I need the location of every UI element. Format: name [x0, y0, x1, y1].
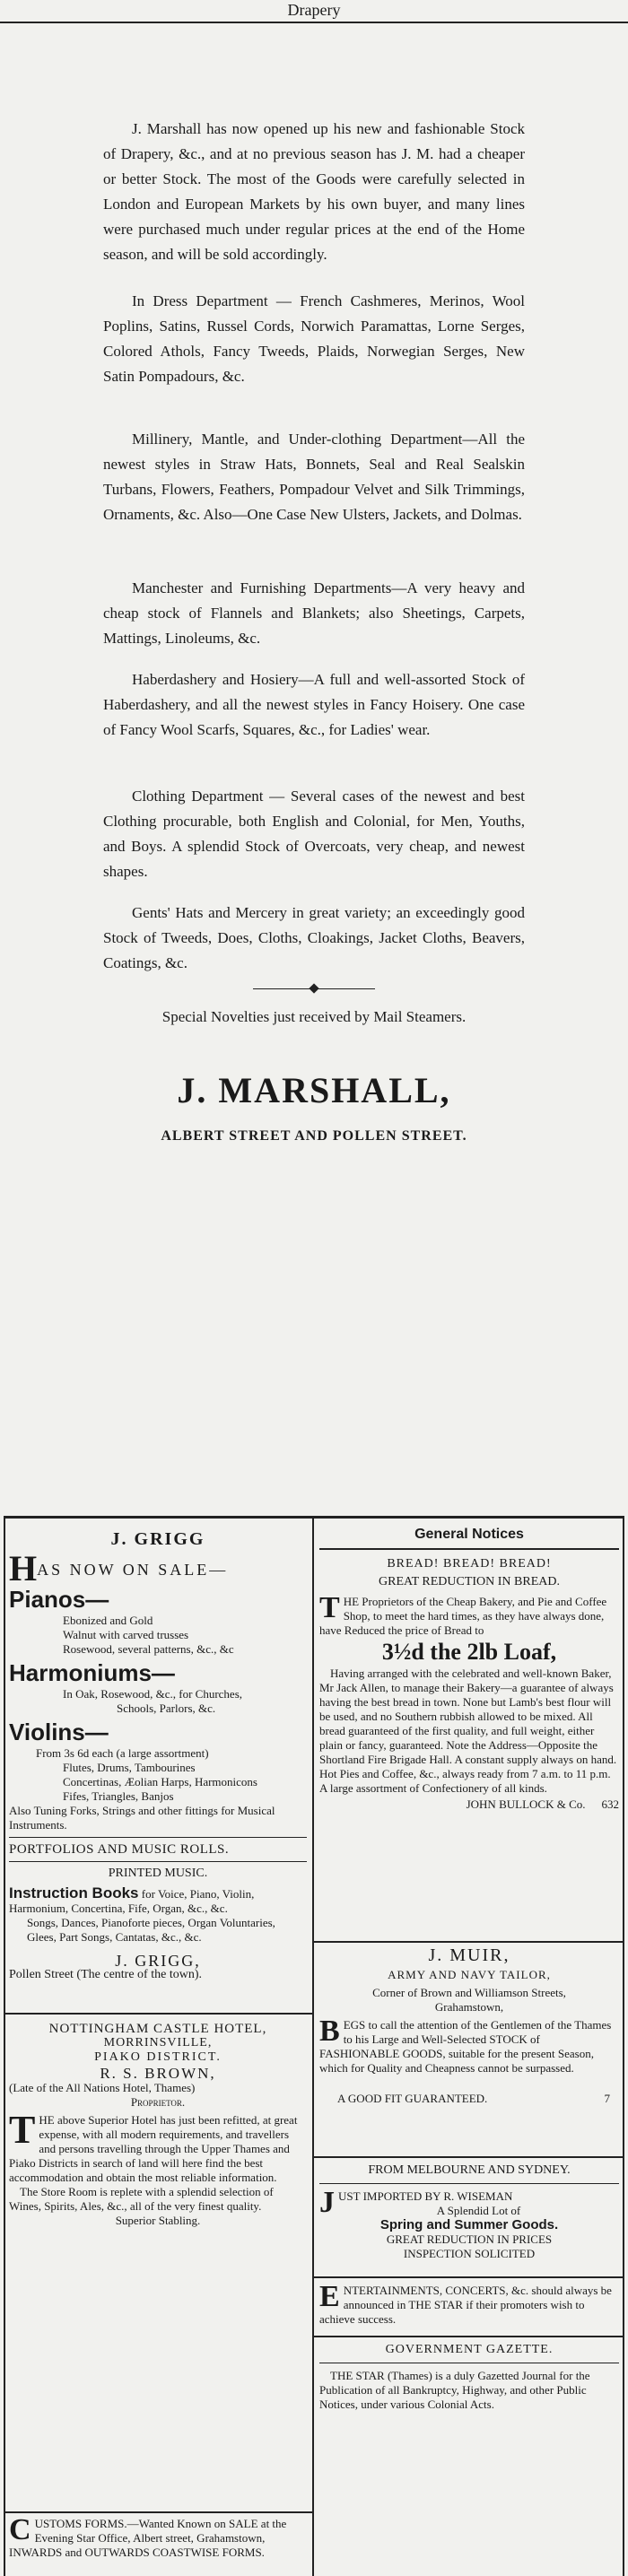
muir-body-text: EGS to call the attention of the Gentlemen of the Thames to his Large and Well-Selected STOCK of FASHIONABLE GOODS, suitable for the present Season, which for Quality and Cheapness cannot be surpassed. [319, 2018, 612, 2075]
violins-fittings: Also Tuning Forks, Strings and other fittings for Musical Instruments. [9, 1804, 275, 1832]
grigg-sale-rest: AS NOW ON SALE— [37, 1561, 229, 1579]
hotel-store: The Store Room is replete with a splendid selection of Wines, Spirits, Ales, &c., all of the very finest quality. [9, 2185, 274, 2213]
gazette-text: THE STAR (Thames) is a duly Gazetted Journal for the Publication of all Bankruptcy, Highway, and other Public Notices, under various Colonial Acts. [319, 2369, 590, 2411]
wiseman-inspection: INSPECTION SOLICITED [403, 2247, 536, 2260]
grigg-footer-address: Pollen Street (The centre of the town). [9, 1968, 202, 1981]
wiseman-dropcap: J [319, 2186, 335, 2219]
wiseman-line1-text: UST IMPORTED BY R. WISEMAN [338, 2189, 513, 2203]
gazette-ad [319, 2343, 619, 2412]
customs-dropcap: C [9, 2513, 31, 2546]
violins-line: Flutes, Drums, Tambourines [63, 1761, 196, 1774]
muir-ad-number: 7 [604, 2092, 610, 2105]
grigg-ad [9, 1527, 307, 1982]
general-notices-heading: General Notices [414, 1527, 524, 1542]
pianos-list [9, 1614, 307, 1657]
right-col-rule [314, 2156, 623, 2158]
entertainments-ad [319, 2280, 619, 2327]
instruction-books-label: Instruction Books [9, 1884, 139, 1902]
marshall-haberdashery: Haberdashery and Hosiery—A full and well-assorted Stock of Haberdashery, and all the newest styles in Fancy Hoisery. One case of Fancy Wool Scarfs, Squares, &c., for Ladies' wear. [103, 671, 525, 738]
page-title: Drapery [287, 1, 341, 19]
violins-line: From 3s 6d each (a large assortment) [36, 1746, 209, 1760]
right-border-rule [623, 1516, 624, 2576]
muir-trade: ARMY AND NAVY TAILOR, [388, 1968, 551, 1981]
right-col-rule [314, 2276, 623, 2278]
gazette-heading: GOVERNMENT GAZETTE. [385, 2343, 554, 2356]
marshall-address: ALBERT STREET AND POLLEN STREET. [161, 1128, 467, 1144]
hotel-proprietor: R. S. BROWN, [100, 2065, 216, 2082]
hotel-late: (Late of the All Nations Hotel, Thames) [9, 2081, 196, 2094]
violins-line: Fifes, Triangles, Banjos [63, 1789, 174, 1803]
harmoniums-list [9, 1687, 307, 1716]
bread-ad-number: 632 [601, 1797, 619, 1811]
bread-para2: Having arranged with the celebrated and well-known Baker, Mr Jack Allen, to manage their Bakery—a guarantee of always having the best bread in town. None but Lamb's best flour will be used, and no Southern rubbish allowed to be mixed. All bread guaranteed of the first quality, and full weight, either plain or fancy, guaranteed. Note the Address—Opposite the Shortland Fire Brigade Hall. A constant supply always on hand. Hot Pies and Coffee, &c., always ready from 7 a.m. to 11 p.m. A large assortment of Confectionery of all kinds. [319, 1667, 617, 1795]
heading-rule [319, 1548, 619, 1550]
right-col-rule [314, 2336, 623, 2337]
violins-list [9, 1746, 307, 1804]
customs-ad [9, 2513, 307, 2560]
hotel-dropcap: T [9, 2108, 36, 2152]
wiseman-goods: Spring and Summer Goods. [379, 2217, 559, 2232]
bread-signature: JOHN BULLOCK & Co. [466, 1797, 586, 1811]
left-col-rule [5, 2013, 312, 2015]
bread-para1-text: HE Proprietors of the Cheap Bakery, and Pie and Coffee Shop, to meet the hard times, as they have always done, have Reduced the price of Bread to [319, 1595, 607, 1637]
marshall-manchester: Manchester and Furnishing Departments—A very heavy and cheap stock of Flannels and Blankets; also Sheetings, Carpets, Mattings, Linoleums, &c. [103, 579, 525, 647]
loaf-price: 3½d the 2lb Loaf, [381, 1639, 557, 1665]
grigg-sale-cap: H [9, 1548, 38, 1588]
pianos-line: Rosewood, several patterns, &c., &c [63, 1642, 234, 1656]
printed-music-heading: PRINTED MUSIC. [108, 1867, 208, 1880]
pianos-heading: Pianos— [9, 1586, 109, 1613]
muir-fit: A GOOD FIT GUARANTEED. [337, 2092, 488, 2105]
marshall-novelties: Special Novelties just received by Mail Steamers. [161, 1008, 467, 1025]
hotel-body-text: HE above Superior Hotel has just been refitted, at great expense, with all modern requirements, and travellers and persons travelling through the Upper Thames and Piako Districts in search of land will here find the best accommodation and obtain the most reliable information. [9, 2113, 298, 2184]
grigg-rule [9, 1861, 307, 1862]
muir-name: J. MUIR, [428, 1945, 510, 1965]
marshall-name: J. MARSHALL, [177, 1070, 451, 1110]
diamond-ornament-icon [309, 983, 318, 993]
entertainments-dropcap: E [319, 2280, 340, 2313]
left-border-rule [4, 1516, 5, 2576]
violins-heading: Violins— [9, 1719, 109, 1745]
wiseman-rule [319, 2183, 619, 2184]
marshall-intro: J. Marshall has now opened up his new and fashionable Stock of Drapery, &c., and at no previous season has J. M. had a cheaper or better Stock. The most of the Goods were carefully selected in London and European Markets by his own buyer, and many lines were purchased much under regular prices at the end of the Home season, and will be sold accordingly. [103, 120, 525, 263]
bread-signature-line [319, 1797, 619, 1812]
pianos-line: Walnut with carved trusses [63, 1628, 189, 1641]
left-col-rule [5, 2511, 312, 2513]
muir-corner: Corner of Brown and Williamson Streets, [372, 1986, 566, 1999]
right-col-rule [314, 1941, 623, 1943]
muir-dropcap: B [319, 2015, 340, 2048]
muir-ad [319, 1945, 619, 2106]
harmoniums-line: In Oak, Rosewood, &c., for Churches, [63, 1687, 243, 1701]
hotel-town: MORRINSVILLE, [103, 2036, 213, 2049]
harmoniums-heading: Harmoniums— [9, 1659, 175, 1686]
grigg-name: J. GRIGG [110, 1529, 205, 1549]
nottingham-ad [9, 2022, 307, 2228]
wiseman-ad [319, 2163, 619, 2261]
hotel-district: PIAKO DISTRICT. [94, 2050, 222, 2064]
bread-title: BREAD! BREAD! BREAD! [387, 1557, 552, 1571]
instruction-line [9, 1886, 307, 1916]
hotel-stabling: Superior Stabling. [115, 2214, 201, 2227]
grigg-footer-name: J. GRIGG, [115, 1952, 201, 1970]
bread-para1 [319, 1591, 619, 1638]
marshall-clothing: Clothing Department — Several cases of the newest and best Clothing procurable, both English and Colonial, for Men, Youths, and Boys. A splendid Stock of Overcoats, very cheap, and newest shapes. [103, 788, 525, 880]
grigg-sale-line [9, 1548, 307, 1588]
hotel-role: Proprietor. [130, 2095, 186, 2109]
wiseman-heading: FROM MELBOURNE AND SYDNEY. [368, 2163, 571, 2177]
hotel-body [9, 2108, 307, 2185]
portfolios-line: PORTFOLIOS AND MUSIC ROLLS. [9, 1842, 230, 1857]
songs-line: Songs, Dances, Pianoforte pieces, Organ Voluntaries, Glees, Part Songs, Cantatas, &c., &c. [27, 1916, 275, 1944]
entertainments-text: NTERTAINMENTS, CONCERTS, &c. should always be announced in THE STAR if their promoters wish to achieve success. [319, 2284, 612, 2326]
pianos-line: Ebonized and Gold [63, 1614, 153, 1627]
instruction-books-text: for Voice, Piano, Violin, Harmonium, Concertina, Fife, Organ, &c., &c. [9, 1887, 255, 1915]
marshall-gents: Gents' Hats and Mercery in great variety; an exceedingly good Stock of Tweeds, Does, Cloths, Cloakings, Jacket Cloths, Beavers, Coatings, &c. [103, 904, 525, 971]
violins-line: Concertinas, Æolian Harps, Harmonicons [63, 1775, 257, 1788]
customs-text: USTOMS FORMS.—Wanted Known on SALE at the Evening Star Office, Albert street, Grahamstown, INWARDS and OUTWARDS COASTWISE FORMS. [9, 2517, 287, 2559]
bread-subtitle: GREAT REDUCTION IN BREAD. [379, 1575, 560, 1588]
marshall-millinery: Millinery, Mantle, and Under-clothing Department—All the newest styles in Straw Hats, Bonnets, Seal and Real Sealskin Turbans, Flowers, Feathers, Pompadour Velvet and Silk Trimmings, Ornaments, &c. Also—One Case New Ulsters, Jackets, and Dolmas. [103, 431, 525, 523]
bread-dropcap: T [319, 1591, 340, 1624]
page-header [0, 0, 628, 23]
harmoniums-line: Schools, Parlors, &c. [117, 1701, 216, 1715]
hotel-title: NOTTINGHAM CASTLE HOTEL, [48, 2022, 267, 2036]
grigg-rule [9, 1837, 307, 1838]
wiseman-reduction: GREAT REDUCTION IN PRICES [386, 2232, 553, 2246]
muir-town: Grahamstown, [434, 2000, 504, 2014]
muir-fit-line [319, 2092, 619, 2106]
section-top-rule [4, 1516, 624, 1519]
column-divider-rule [312, 1516, 314, 2576]
general-notices [319, 1525, 619, 1812]
marshall-dress: In Dress Department — French Cashmeres, Merinos, Wool Poplins, Satins, Russel Cords, Norwich Paramattas, Lorne Serges, Colored Athols, Fancy Tweeds, Plaids, Norwegian Serges, New Satin Pompadours, &c. [103, 292, 525, 385]
muir-body [319, 2015, 619, 2076]
wiseman-line2: A Splendid Lot of [436, 2204, 521, 2217]
